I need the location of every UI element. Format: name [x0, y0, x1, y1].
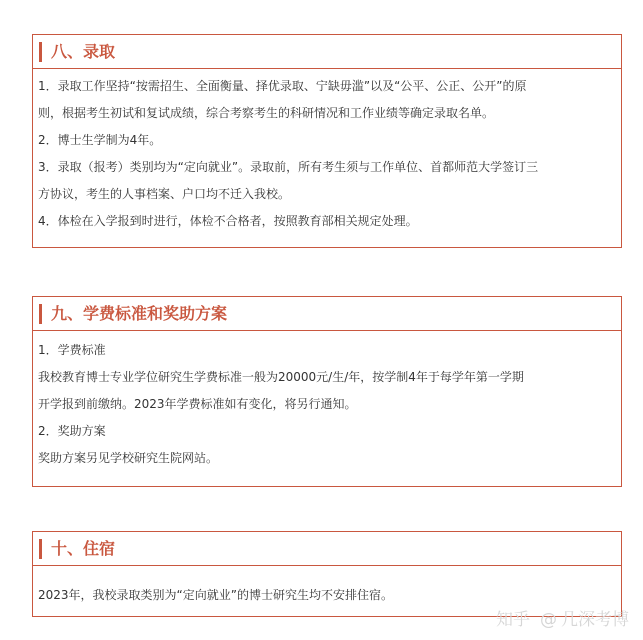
paragraph-line: 开学报到前缴纳。2023年学费标准如有变化，将另行通知。	[38, 397, 357, 411]
accent-bar	[39, 539, 42, 559]
accent-bar	[39, 42, 42, 62]
section-admission	[32, 34, 622, 248]
section-title: 九、学费标准和奖助方案	[51, 304, 228, 323]
paragraph-line: 1．录取工作坚持“按需招生、全面衡量、择优录取、宁缺毋滥”以及“公平、公正、公开”的原	[38, 79, 527, 93]
section-body	[38, 337, 616, 472]
watermark-at: @	[540, 610, 557, 630]
header-divider	[33, 565, 621, 566]
section-header	[33, 532, 621, 565]
paragraph-line: 奖助方案另见学校研究生院网站。	[38, 451, 219, 465]
section-title: 十、住宿	[51, 539, 116, 558]
watermark-author: 几深考博	[561, 610, 629, 630]
header-divider	[33, 330, 621, 331]
watermark-site: 知乎	[496, 610, 530, 630]
paragraph-line: 方协议，考生的人事档案、户口均不迁入我校。	[38, 187, 291, 201]
header-divider	[33, 68, 621, 69]
paragraph-line: 2．奖助方案	[38, 424, 106, 438]
watermark	[496, 605, 629, 630]
section-tuition-and-aid	[32, 296, 622, 487]
paragraph-line: 1．学费标准	[38, 343, 106, 357]
paragraph-line: 3．录取（报考）类别均为“定向就业”。录取前，所有考生须与工作单位、首都师范大学签订三	[38, 160, 539, 174]
paragraph-line: 2．博士生学制为4年。	[38, 133, 162, 147]
section-title: 八、录取	[51, 42, 116, 61]
accent-bar	[39, 304, 42, 324]
section-header	[33, 35, 621, 68]
section-body	[38, 73, 616, 235]
paragraph-line: 则，根据考生初试和复试成绩，综合考察考生的科研情况和工作业绩等确定录取名单。	[38, 106, 495, 120]
paragraph-line: 我校教育博士专业学位研究生学费标准一般为20000元/生/年，按学制4年于每学年第一学期	[38, 370, 524, 384]
section-header	[33, 297, 621, 330]
paragraph-line: 4．体检在入学报到时进行，体检不合格者，按照教育部相关规定处理。	[38, 214, 418, 228]
paragraph-line: 2023年，我校录取类别为“定向就业”的博士研究生均不安排住宿。	[38, 588, 393, 602]
